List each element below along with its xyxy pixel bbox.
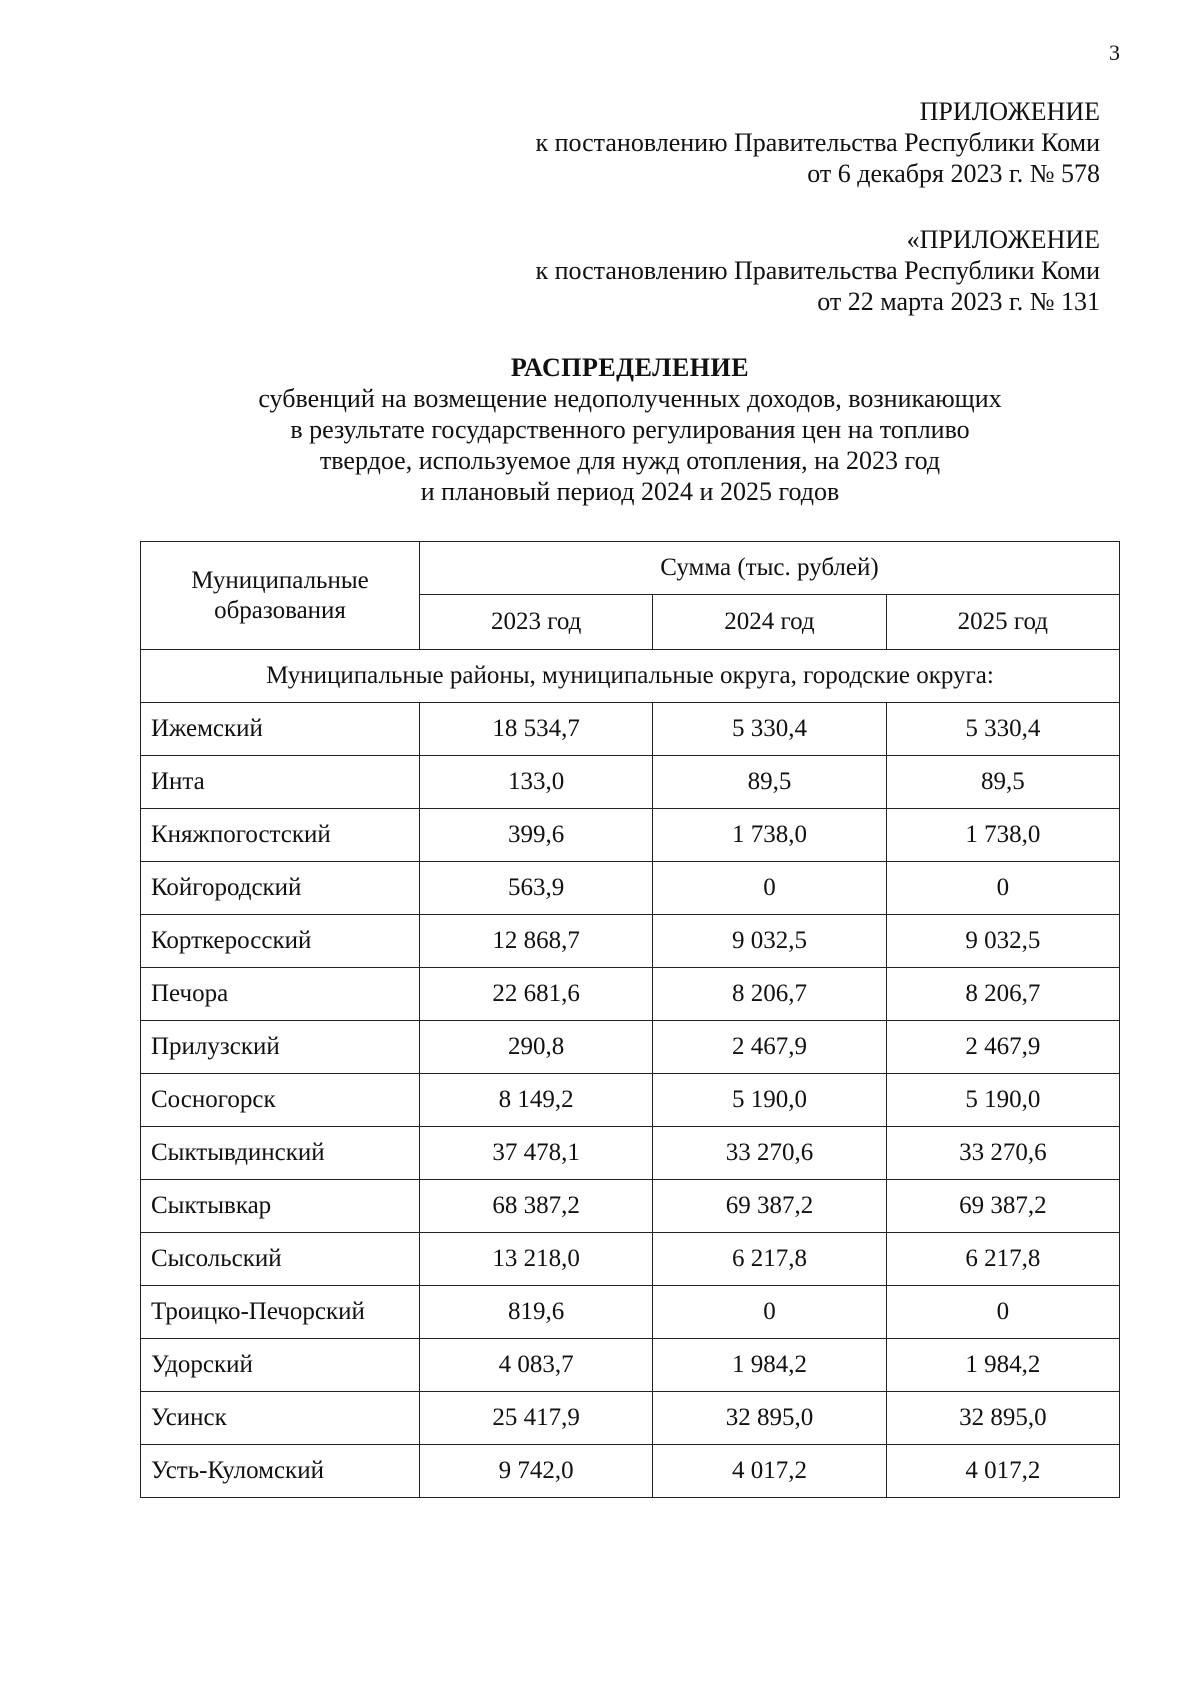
amount-2023: 4 083,7 bbox=[420, 1339, 653, 1392]
amount-2025: 4 017,2 bbox=[886, 1445, 1119, 1498]
amount-2025: 8 206,7 bbox=[886, 968, 1119, 1021]
amount-2025: 9 032,5 bbox=[886, 915, 1119, 968]
municipality-name: Инта bbox=[141, 756, 420, 809]
appendix-original-date: от 22 марта 2023 г. № 131 bbox=[817, 287, 1100, 316]
amount-2024: 5 330,4 bbox=[653, 703, 886, 756]
amount-2024: 2 467,9 bbox=[653, 1021, 886, 1074]
table-row bbox=[141, 1180, 1120, 1233]
table-row bbox=[141, 809, 1120, 862]
table-row bbox=[141, 1127, 1120, 1180]
amount-2024: 6 217,8 bbox=[653, 1233, 886, 1286]
amount-2025: 6 217,8 bbox=[886, 1233, 1119, 1286]
table-row bbox=[141, 1233, 1120, 1286]
amount-2024: 9 032,5 bbox=[653, 915, 886, 968]
amount-2024: 33 270,6 bbox=[653, 1127, 886, 1180]
amount-2024: 0 bbox=[653, 862, 886, 915]
amount-2024: 1 984,2 bbox=[653, 1339, 886, 1392]
table-row bbox=[141, 1392, 1120, 1445]
amount-2023: 25 417,9 bbox=[420, 1392, 653, 1445]
municipality-name: Сыктывкар bbox=[141, 1180, 420, 1233]
amount-2024: 0 bbox=[653, 1286, 886, 1339]
amount-2023: 399,6 bbox=[420, 809, 653, 862]
amount-2024: 5 190,0 bbox=[653, 1074, 886, 1127]
document-subtitle-line: в результате государственного регулирования цен на топливо bbox=[290, 415, 970, 444]
table-row bbox=[141, 915, 1120, 968]
header-year-2025: 2025 год bbox=[886, 595, 1119, 650]
municipality-name: Прилузский bbox=[141, 1021, 420, 1074]
municipality-name: Сыктывдинский bbox=[141, 1127, 420, 1180]
amount-2025: 1 984,2 bbox=[886, 1339, 1119, 1392]
amount-2023: 563,9 bbox=[420, 862, 653, 915]
table-row bbox=[141, 1021, 1120, 1074]
appendix-current-date: от 6 декабря 2023 г. № 578 bbox=[807, 159, 1100, 188]
amount-2023: 12 868,7 bbox=[420, 915, 653, 968]
amount-2023: 819,6 bbox=[420, 1286, 653, 1339]
document-heading bbox=[140, 352, 1120, 507]
amount-2023: 68 387,2 bbox=[420, 1180, 653, 1233]
page-number: 3 bbox=[1109, 40, 1120, 65]
table-row bbox=[141, 1339, 1120, 1392]
amount-2025: 5 330,4 bbox=[886, 703, 1119, 756]
amount-2025: 0 bbox=[886, 1286, 1119, 1339]
amount-2023: 9 742,0 bbox=[420, 1445, 653, 1498]
amount-2025: 0 bbox=[886, 862, 1119, 915]
table-row bbox=[141, 703, 1120, 756]
distribution-table bbox=[140, 541, 1120, 1498]
amount-2025: 89,5 bbox=[886, 756, 1119, 809]
amount-2025: 1 738,0 bbox=[886, 809, 1119, 862]
municipality-name: Усинск bbox=[141, 1392, 420, 1445]
amount-2024: 8 206,7 bbox=[653, 968, 886, 1021]
header-sum: Сумма (тыс. рублей) bbox=[420, 542, 1120, 595]
header-year-2023: 2023 год bbox=[420, 595, 653, 650]
appendix-original-reference: к постановлению Правительства Республики Коми bbox=[535, 256, 1100, 285]
amount-2024: 1 738,0 bbox=[653, 809, 886, 862]
document-title: РАСПРЕДЕЛЕНИЕ bbox=[510, 353, 750, 382]
table-row bbox=[141, 1286, 1120, 1339]
amount-2023: 133,0 bbox=[420, 756, 653, 809]
amount-2025: 5 190,0 bbox=[886, 1074, 1119, 1127]
table-row bbox=[141, 756, 1120, 809]
amount-2024: 4 017,2 bbox=[653, 1445, 886, 1498]
header-year-2024: 2024 год bbox=[653, 595, 886, 650]
municipality-name: Сысольский bbox=[141, 1233, 420, 1286]
municipality-name: Корткеросский bbox=[141, 915, 420, 968]
municipality-name: Удорский bbox=[141, 1339, 420, 1392]
amount-2023: 8 149,2 bbox=[420, 1074, 653, 1127]
municipality-name: Троицко-Печорский bbox=[141, 1286, 420, 1339]
amount-2023: 22 681,6 bbox=[420, 968, 653, 1021]
table-row bbox=[141, 968, 1120, 1021]
municipality-name: Койгородский bbox=[141, 862, 420, 915]
municipality-name: Сосногорск bbox=[141, 1074, 420, 1127]
amount-2023: 18 534,7 bbox=[420, 703, 653, 756]
appendix-original bbox=[535, 224, 1100, 317]
municipality-name: Усть-Куломский bbox=[141, 1445, 420, 1498]
appendix-current-label: ПРИЛОЖЕНИЕ bbox=[919, 97, 1100, 126]
amount-2025: 69 387,2 bbox=[886, 1180, 1119, 1233]
appendix-current bbox=[535, 96, 1100, 189]
section-header: Муниципальные районы, муниципальные округа, городские округа: bbox=[141, 650, 1120, 703]
amount-2023: 290,8 bbox=[420, 1021, 653, 1074]
appendix-current-reference: к постановлению Правительства Республики Коми bbox=[535, 128, 1100, 157]
table-row bbox=[141, 1074, 1120, 1127]
amount-2024: 69 387,2 bbox=[653, 1180, 886, 1233]
amount-2023: 37 478,1 bbox=[420, 1127, 653, 1180]
amount-2025: 33 270,6 bbox=[886, 1127, 1119, 1180]
municipality-name: Княжпогостский bbox=[141, 809, 420, 862]
table-row bbox=[141, 1445, 1120, 1498]
municipality-name: Ижемский bbox=[141, 703, 420, 756]
municipality-name: Печора bbox=[141, 968, 420, 1021]
amount-2023: 13 218,0 bbox=[420, 1233, 653, 1286]
table-row bbox=[141, 862, 1120, 915]
appendix-original-label: «ПРИЛОЖЕНИЕ bbox=[906, 225, 1100, 254]
document-subtitle-line: твердое, используемое для нужд отопления, на 2023 год bbox=[319, 446, 941, 475]
amount-2025: 2 467,9 bbox=[886, 1021, 1119, 1074]
document-subtitle-line: субвенций на возмещение недополученных доходов, возникающих bbox=[258, 384, 1002, 413]
document-subtitle-line: и плановый период 2024 и 2025 годов bbox=[420, 477, 840, 506]
amount-2024: 32 895,0 bbox=[653, 1392, 886, 1445]
amount-2025: 32 895,0 bbox=[886, 1392, 1119, 1445]
header-municipal: Муниципальные образования bbox=[141, 542, 420, 650]
amount-2024: 89,5 bbox=[653, 756, 886, 809]
